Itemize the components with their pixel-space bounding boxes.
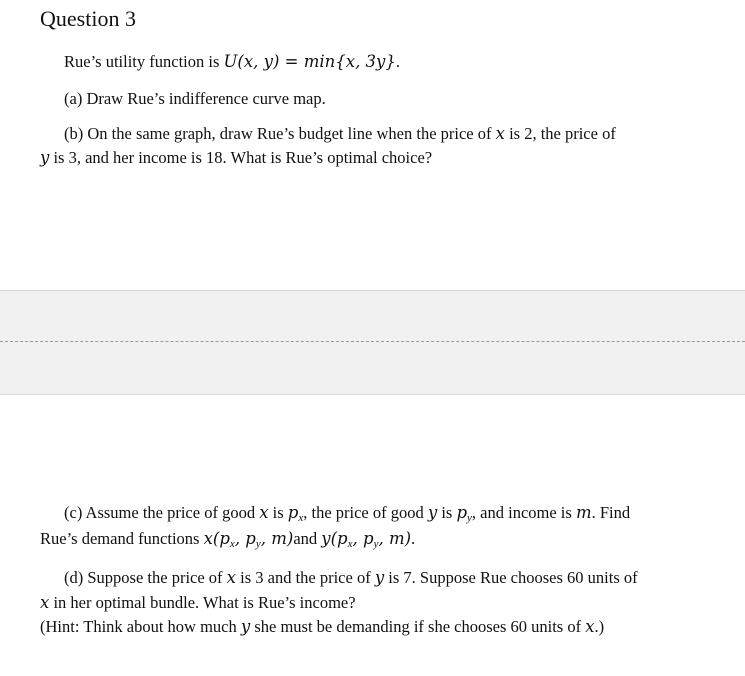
part-c-line-2: Rue’s demand functions $x(p_x$, $p_y$, m)and $y(p_x$, $p_y$, m).: [40, 529, 416, 550]
part-d-hint: (Hint: Think about how much y she must be demanding if she chooses 60 units of x.): [40, 617, 605, 636]
utility-function-text: Rue’s utility function is U(x, y) = min{x, 3y}.: [64, 52, 400, 71]
part-d-line-2: x in her optimal bundle. What is Rue’s income?: [40, 593, 356, 612]
part-b-line-2: y is 3, and her income is 18. What is Rue’s optimal choice?: [40, 148, 433, 167]
page-break-band: [0, 290, 745, 395]
part-a-text: (a) Draw Rue’s indifference curve map.: [64, 89, 326, 108]
question-title: Question 3: [40, 6, 136, 31]
page-break-dashed-line: [0, 341, 745, 342]
part-b-line-1: (b) On the same graph, draw Rue’s budget line when the price of x is 2, the price of: [64, 124, 616, 143]
part-d-line-1: (d) Suppose the price of x is 3 and the price of y is 7. Suppose Rue chooses 60 units of: [64, 568, 638, 587]
part-c-line-1: (c) Assume the price of good x is $p_x$, the price of good y is $p_y$, and income is m. Find: [64, 503, 631, 524]
utility-function-math: U(x, y) = min{x, 3y}: [223, 52, 396, 71]
